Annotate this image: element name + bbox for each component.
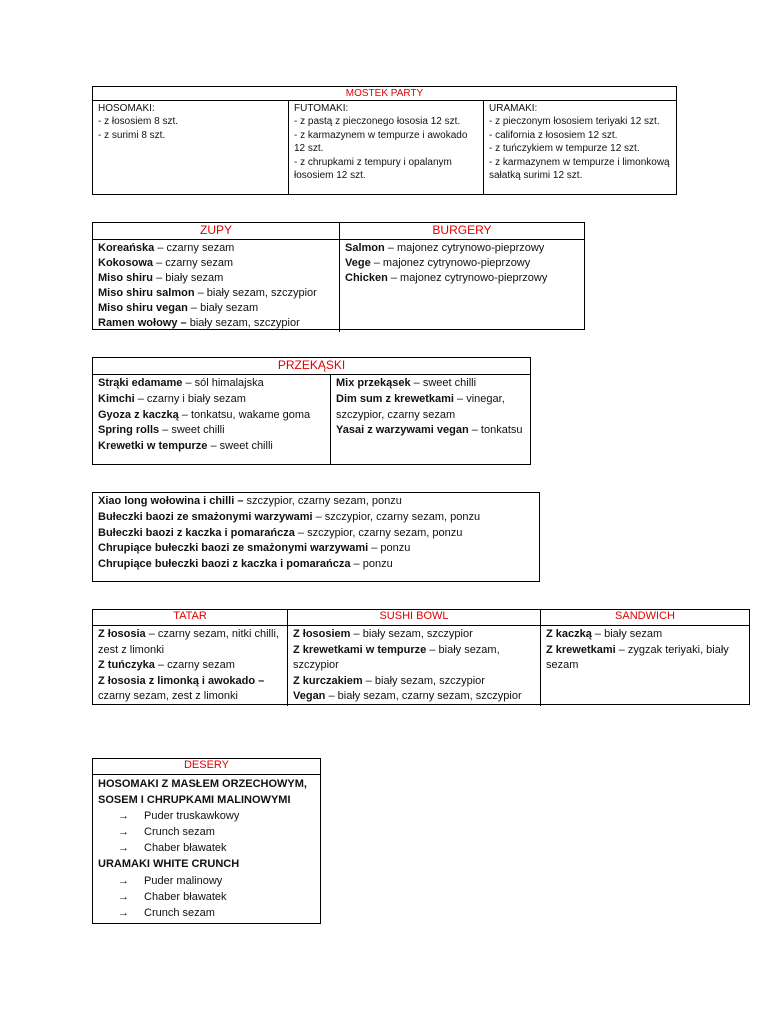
uramaki-heading: URAMAKI:: [489, 103, 538, 114]
topping-item: [98, 873, 315, 889]
sushi-bowl-title: SUSHI BOWL: [288, 610, 540, 626]
item-desc: – zygzak teriyaki, biały sezam: [546, 643, 729, 672]
item-desc: – szczypior, czarny sezam, ponzu: [294, 526, 463, 539]
item-name: Spring rolls: [98, 424, 160, 437]
list-item: [98, 674, 282, 705]
futomaki-item: - z karmazynem w tempurze i awokado 12 szt.: [294, 129, 468, 155]
item-desc: – sweet chilli: [410, 377, 477, 389]
item-name: Z łososia: [98, 628, 146, 640]
zupy-title: ZUPY: [93, 223, 339, 240]
arrow-icon: →: [118, 826, 129, 839]
list-item: [98, 658, 282, 674]
item-desc: – biały sezam: [591, 628, 663, 640]
list-item: [336, 423, 525, 439]
list-item: [98, 271, 334, 286]
topping-label: Puder malinowy: [144, 874, 223, 887]
item-name: Chicken: [345, 272, 388, 284]
arrow-icon: →: [118, 906, 129, 919]
item-desc: – szczypior, czarny sezam, ponzu: [312, 510, 481, 523]
item-desc: – biały sezam: [153, 272, 224, 284]
futomaki-item: - z pastą z pieczonego łososia 12 szt.: [294, 116, 461, 128]
zupy-burgery-table: [92, 222, 585, 330]
topping-item: [98, 824, 315, 840]
list-item: [98, 557, 534, 573]
tatar-title: TATAR: [93, 610, 287, 626]
item-desc: czarny sezam, zest z limonki: [98, 690, 238, 703]
item-desc: – biały sezam, czarny sezam, szczypior: [325, 690, 522, 703]
futomaki-column: [288, 101, 483, 195]
item-desc: – biały sezam, szczypior: [350, 628, 473, 640]
tatar-section: [93, 610, 287, 706]
list-item: [546, 643, 744, 674]
list-item: [98, 423, 325, 439]
uramaki-item: - z pieczonym łososiem teriyaki 12 szt.: [489, 116, 660, 128]
list-item: [345, 256, 579, 271]
item-name: Z krewetkami w tempurze: [293, 643, 427, 656]
list-item: [345, 271, 579, 286]
item-desc: – sól himalajska: [182, 377, 264, 389]
item-name: Z tuńczyka: [98, 659, 155, 672]
item-name: Chrupiące bułeczki baozi ze smażonymi warzywami: [98, 542, 369, 555]
item-name: Miso shiru vegan: [98, 302, 188, 314]
item-desc: – czarny i biały sezam: [134, 392, 246, 405]
item-name: Koreańska: [98, 242, 155, 254]
baozi-list: [93, 493, 539, 574]
item-desc: – majonez cytrynowo-pieprzowy: [387, 272, 548, 284]
sandwich-list: [541, 626, 749, 675]
list-item: [98, 316, 334, 331]
item-name: Vegan: [293, 690, 326, 703]
item-desc: – tonkatsu, wakame goma: [178, 408, 311, 421]
item-desc: – czarny sezam: [153, 257, 234, 269]
baozi-table: [92, 492, 540, 582]
item-desc: – czarny sezam, nitki chilli, zest z limonki: [98, 628, 279, 656]
topping-item: [98, 840, 315, 856]
topping-item: [98, 808, 315, 824]
item-desc: – biały sezam, szczypior: [293, 643, 500, 672]
list-item: [98, 541, 534, 557]
list-item: [98, 286, 334, 301]
mostek-party-title: MOSTEK PARTY: [93, 87, 676, 101]
list-item: [546, 627, 744, 643]
item-name: Bułeczki baozi z kaczka i pomarańcza: [98, 526, 295, 539]
arrow-icon: →: [118, 842, 129, 855]
desery-table: [92, 758, 321, 924]
uramaki-item: - z karmazynem w tempurze i limonkową sałatką surimi 12 szt.: [489, 156, 670, 182]
list-item: [98, 301, 334, 316]
dessert-name: HOSOMAKI Z MASŁEM ORZECHOWYM, SOSEM I CHRUPKAMI MALINOWYMI: [98, 778, 307, 807]
dessert-name: URAMAKI WHITE CRUNCH: [98, 858, 240, 871]
list-item: [98, 256, 334, 271]
sandwich-section: [540, 610, 749, 706]
item-desc: szczypior, czarny sezam, ponzu: [243, 495, 402, 507]
item-name: Krewetki w tempurze: [98, 440, 208, 453]
futomaki-item: - z chrupkami z tempury i opalanym łososiem 12 szt.: [294, 156, 452, 182]
desery-title: DESERY: [93, 759, 320, 775]
item-name: Z krewetkami: [546, 643, 616, 656]
item-name: Mix przekąsek: [336, 377, 411, 389]
list-item: [345, 241, 579, 256]
item-desc: – sweet chilli: [159, 424, 225, 437]
item-desc: – czarny sezam: [154, 659, 235, 672]
list-item: [336, 392, 525, 424]
item-desc: – ponzu: [368, 542, 411, 555]
uramaki-item: - z tuńczykiem w tempurze 12 szt.: [489, 143, 640, 155]
burgery-title: BURGERY: [340, 223, 584, 240]
item-name: Z kaczką: [546, 628, 592, 640]
item-desc: – majonez cytrynowo-pieprzowy: [370, 257, 531, 269]
uramaki-item: - california z łososiem 12 szt.: [489, 129, 618, 141]
topping-label: Chaber bławatek: [144, 890, 227, 903]
burgery-list: [340, 240, 584, 287]
topping-item: [98, 905, 315, 921]
list-item: [98, 392, 325, 408]
item-name: Dim sum z krewetkami: [336, 392, 454, 405]
tatar-sushi-sandwich-table: [92, 609, 750, 705]
item-desc: – tonkatsu: [468, 424, 523, 437]
item-desc: – biały sezam, szczypior: [194, 287, 317, 299]
item-name: Z kurczakiem: [293, 674, 363, 687]
item-name: Kokosowa: [98, 257, 154, 269]
arrow-icon: →: [118, 810, 129, 823]
przekaski-right-list: [330, 375, 530, 465]
item-name: Miso shiru salmon: [98, 287, 195, 299]
list-item: [98, 408, 325, 424]
list-item: [98, 494, 534, 510]
item-name: Strąki edamame: [98, 377, 183, 389]
futomaki-heading: FUTOMAKI:: [294, 103, 349, 114]
zupy-section: [93, 223, 339, 332]
hosomaki-column: [93, 101, 288, 195]
list-item: [293, 674, 535, 690]
item-desc: – majonez cytrynowo-pieprzowy: [384, 242, 545, 254]
item-name: Z łososiem: [293, 628, 351, 640]
list-item: [98, 376, 325, 392]
item-name: Ramen wołowy –: [98, 317, 187, 329]
list-item: [98, 510, 534, 526]
topping-label: Crunch sezam: [144, 826, 215, 839]
hosomaki-item: - z łososiem 8 szt.: [98, 116, 179, 128]
item-desc: – czarny sezam: [154, 242, 235, 254]
list-item: [293, 689, 535, 705]
item-desc: biały sezam, szczypior: [186, 317, 300, 329]
list-item: [98, 526, 534, 542]
list-item: [98, 241, 334, 256]
item-name: Xiao long wołowina i chilli –: [98, 495, 244, 507]
mostek-party-table: [92, 86, 677, 195]
list-item: [336, 376, 525, 392]
burgery-section: [339, 223, 584, 332]
item-desc: – ponzu: [350, 558, 393, 571]
topping-item: [98, 889, 315, 905]
topping-label: Crunch sezam: [144, 906, 215, 919]
item-name: Gyoza z kaczką: [98, 408, 179, 421]
item-name: Miso shiru: [98, 272, 154, 284]
zupy-list: [93, 240, 339, 332]
hosomaki-heading: HOSOMAKI:: [98, 103, 155, 114]
przekaski-left-list: [93, 375, 330, 465]
item-name: Z łososia z limonką i awokado –: [98, 674, 265, 687]
tatar-list: [93, 626, 287, 706]
item-name: Chrupiące bułeczki baozi z kaczka i pomarańcza: [98, 558, 351, 571]
item-name: Vege: [345, 257, 371, 269]
item-name: Yasai z warzywami vegan: [336, 424, 469, 437]
item-desc: – vinegar, szczypior, czarny sezam: [336, 392, 505, 421]
item-name: Salmon: [345, 242, 385, 254]
sandwich-title: SANDWICH: [541, 610, 749, 626]
hosomaki-item: - z surimi 8 szt.: [98, 129, 166, 141]
arrow-icon: →: [118, 874, 129, 887]
arrow-icon: →: [118, 890, 129, 903]
list-item: [98, 439, 325, 455]
item-desc: – biały sezam, szczypior: [362, 674, 485, 687]
sushi-bowl-list: [288, 626, 540, 706]
desery-list: [93, 775, 320, 922]
topping-label: Chaber bławatek: [144, 842, 227, 855]
item-name: Kimchi: [98, 392, 135, 405]
uramaki-column: [483, 101, 676, 195]
item-name: Bułeczki baozi ze smażonymi warzywami: [98, 510, 313, 523]
item-desc: – sweet chilli: [207, 440, 273, 453]
list-item: [293, 627, 535, 643]
item-desc: – biały sezam: [187, 302, 259, 314]
topping-label: Puder truskawkowy: [144, 810, 240, 823]
sushi-bowl-section: [287, 610, 540, 706]
list-item: [293, 643, 535, 674]
list-item: [98, 627, 282, 658]
przekaski-title: PRZEKĄSKI: [93, 358, 530, 375]
przekaski-table: [92, 357, 531, 465]
